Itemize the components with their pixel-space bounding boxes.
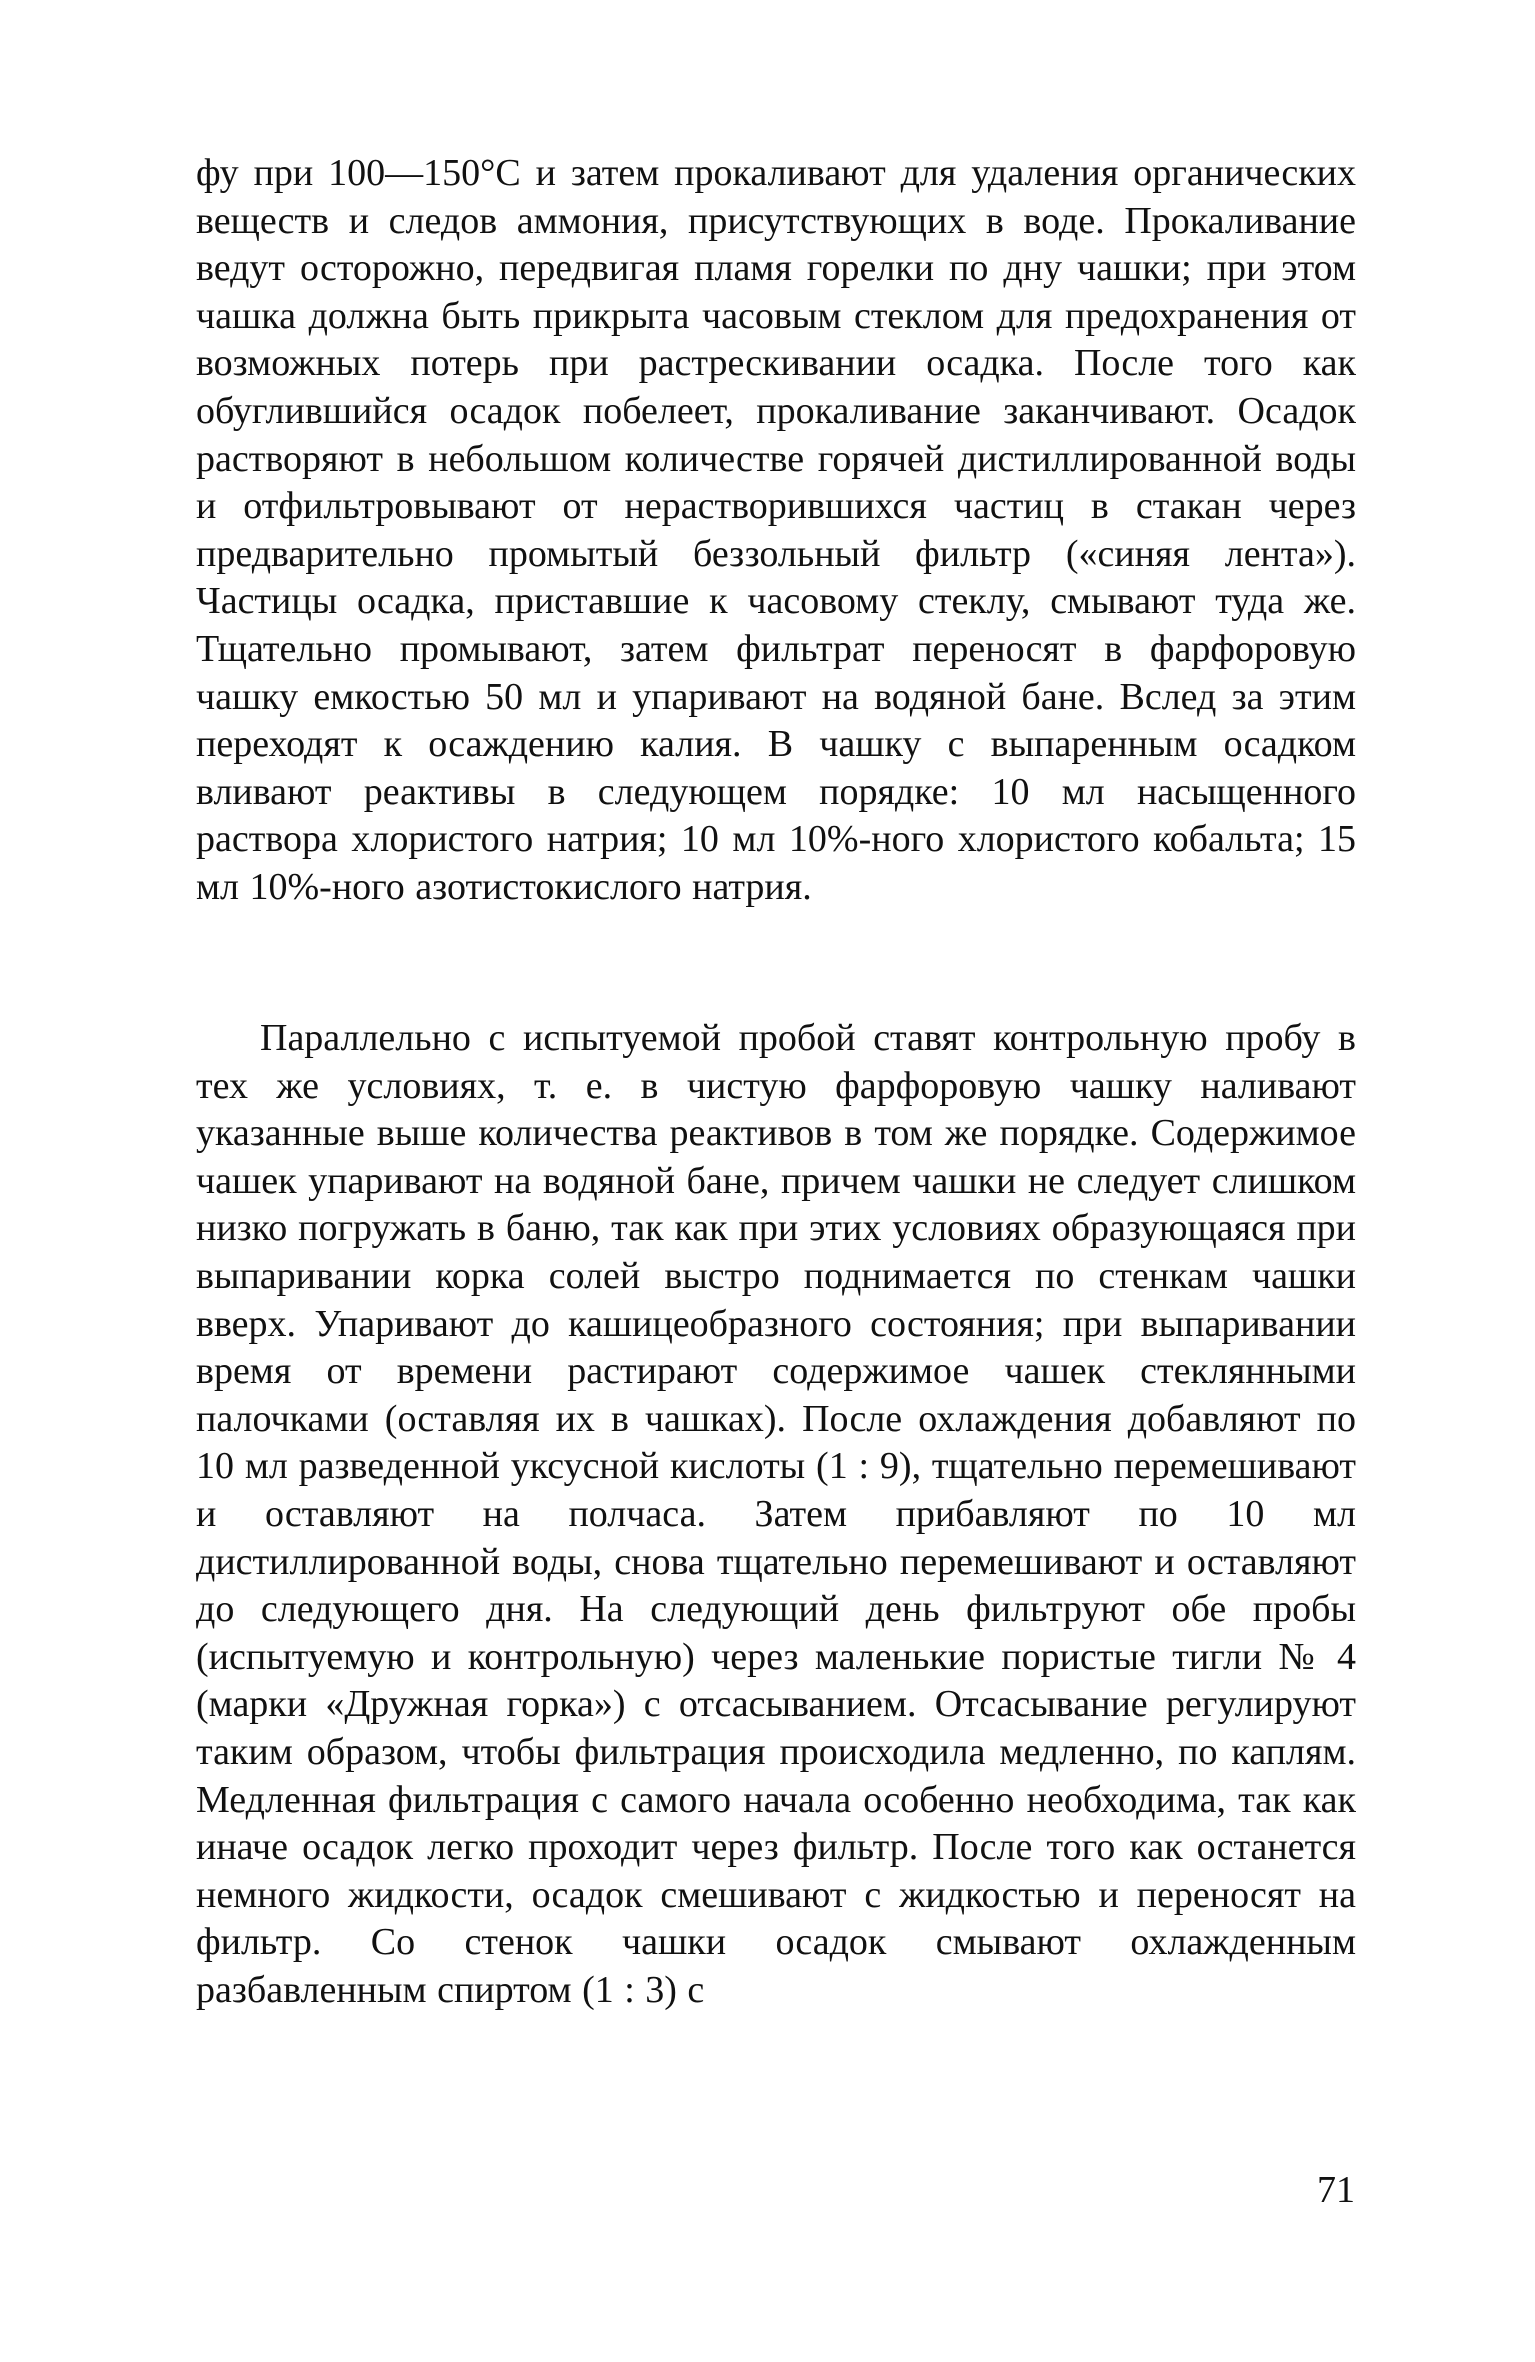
paragraph-2: Параллельно с испытуемой пробой ставят контрольную пробу в тех же условиях, т. е. в чистую фарфоровую чашку наливают указанные выше количества реактивов в том же порядке. Содержимое чашек упаривают на водяной бане, причем чашки не следует слишком низко погружать в баню, так как при этих условиях образующаяся при выпаривании корка солей выстро поднимается по стенкам чашки вверх. Упаривают до кашицеобразного состояния; при выпаривании время от времени растирают содержимое чашек стеклянными палочками (оставляя их в чашках). После охлаждения добавляют по 10 мл разведенной уксусной кислоты (1 : 9), тщательно перемешивают и оставляют на полчаса. Затем прибавляют по 10 мл дистиллированной воды, снова тщательно перемешивают и оставляют до следующего дня. На следующий день фильтруют обе пробы (испытуемую и контрольную) через маленькие пористые тигли № 4 (марки «Дружная горка») с отсасыванием. Отсасывание регулируют таким образом, чтобы фильтрация происходила медленно, по каплям. Медленная фильтрация с самого начала особенно необходима, так как иначе осадок легко проходит через фильтр. После того как останется немного жидкости, осадок смешивают с жидкостью и переносят на фильтр. Со стенок чашки осадок смывают охлажденным разбавленным спиртом (1 : 3) с	[196, 1017, 1356, 2011]
paragraph-1: фу при 100—150°С и затем прокаливают для удаления органических веществ и следов аммония, присутствующих в воде. Прокаливание ведут осторожно, передвигая пламя горелки по дну чашки; при этом чашка должна быть прикрыта часовым стеклом для предохранения от возможных потерь при растрескивании осадка. После того как обуглившийся осадок побелеет, прокаливание заканчивают. Осадок растворяют в небольшом количестве горячей дистиллированной воды и отфильтровывают от нерастворившихся частиц в стакан через предварительно промытый беззольный фильтр («синяя лента»). Частицы осадка, приставшие к часовому стеклу, смывают туда же. Тщательно промывают, затем фильтрат переносят в фарфоровую чашку емкостью 50 мл и упаривают на водяной бане. Вслед за этим переходят к осаждению калия. В чашку с выпаренным осадком вливают реактивы в следующем порядке: 10 мл насыщенного раствора хлористого натрия; 10 мл 10%-ного хлористого кобальта; 15 мл 10%-ного азотистокислого натрия.	[196, 152, 1356, 908]
page-number: 71	[1317, 2169, 1355, 2211]
